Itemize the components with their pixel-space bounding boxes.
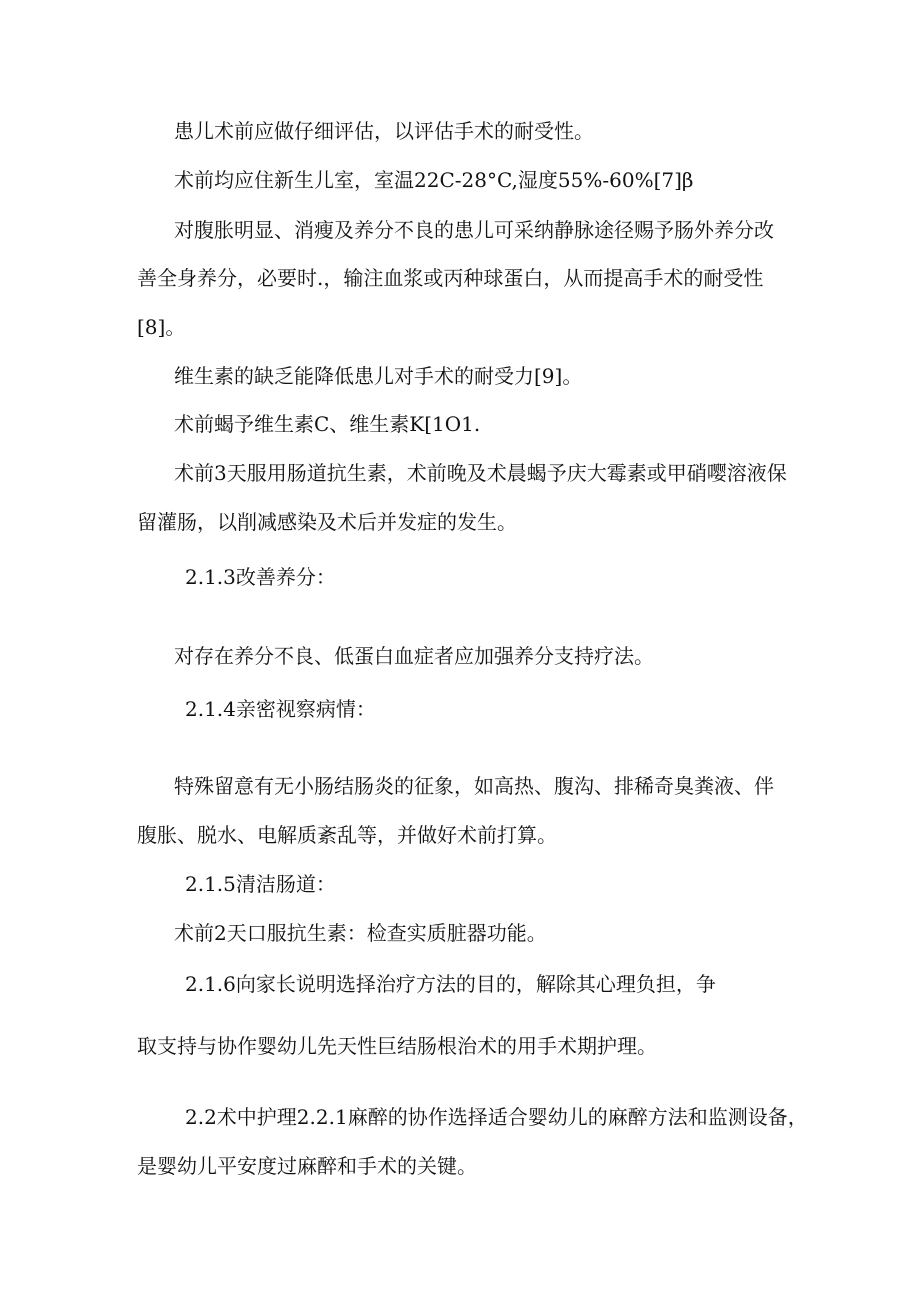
- paragraph-line: 腹胀、脱水、电解质紊乱等，并做好术前打算。: [137, 823, 557, 847]
- paragraph-line: 对腹胀明显、消瘦及养分不良的患儿可采纳静脉途径赐予肠外养分改: [174, 218, 774, 242]
- paragraph-line: 术前均应住新生儿室，室温22C-28°C,湿度55%-60%[7]β: [174, 168, 694, 192]
- section-heading: 2.2术中护理2.2.1麻醉的协作选择适合婴幼儿的麻醉方法和监测设备，: [185, 1105, 808, 1129]
- paragraph-line: 术前2天口服抗生素：检查实质脏器功能。: [174, 921, 547, 945]
- paragraph-line: 对存在养分不良、低蛋白血症者应加强养分支持疗法。: [174, 644, 654, 668]
- paragraph-line: 患儿术前应做仔细评估，以评估手术的耐受性。: [174, 119, 594, 143]
- paragraph-line: 善全身养分，必要时.，输注血浆或丙种球蛋白，从而提高手术的耐受性: [137, 266, 764, 290]
- paragraph-line: 术前3天服用肠道抗生素，术前晚及术晨蝎予庆大霉素或甲硝嘤溶液保: [174, 461, 787, 485]
- section-heading: 2.1.5清洁肠道：: [185, 872, 336, 896]
- paragraph-line: 取支持与协作婴幼儿先天性巨结肠根治术的用手术期护理。: [137, 1034, 657, 1058]
- paragraph-line: 特殊留意有无小肠结肠炎的征象，如高热、腹沟、排稀奇臭粪液、伴: [174, 774, 774, 798]
- section-heading: 2.1.3改善养分：: [185, 565, 336, 589]
- paragraph-line: [8]。: [137, 315, 186, 339]
- section-heading: 2.1.6向家长说明选择治疗方法的目的，解除其心理负担，争: [185, 972, 716, 996]
- paragraph-line: 维生素的缺乏能降低患儿对手术的耐受力[9]。: [174, 364, 583, 388]
- section-heading: 2.1.4亲密视察病情：: [185, 697, 376, 721]
- paragraph-line: 是婴幼儿平安度过麻醉和手术的关键。: [137, 1154, 477, 1178]
- paragraph-line: 术前蝎予维生素C、维生素K[1O1.: [174, 412, 481, 436]
- paragraph-line: 留灌肠，以削减感染及术后并发症的发生。: [137, 510, 517, 534]
